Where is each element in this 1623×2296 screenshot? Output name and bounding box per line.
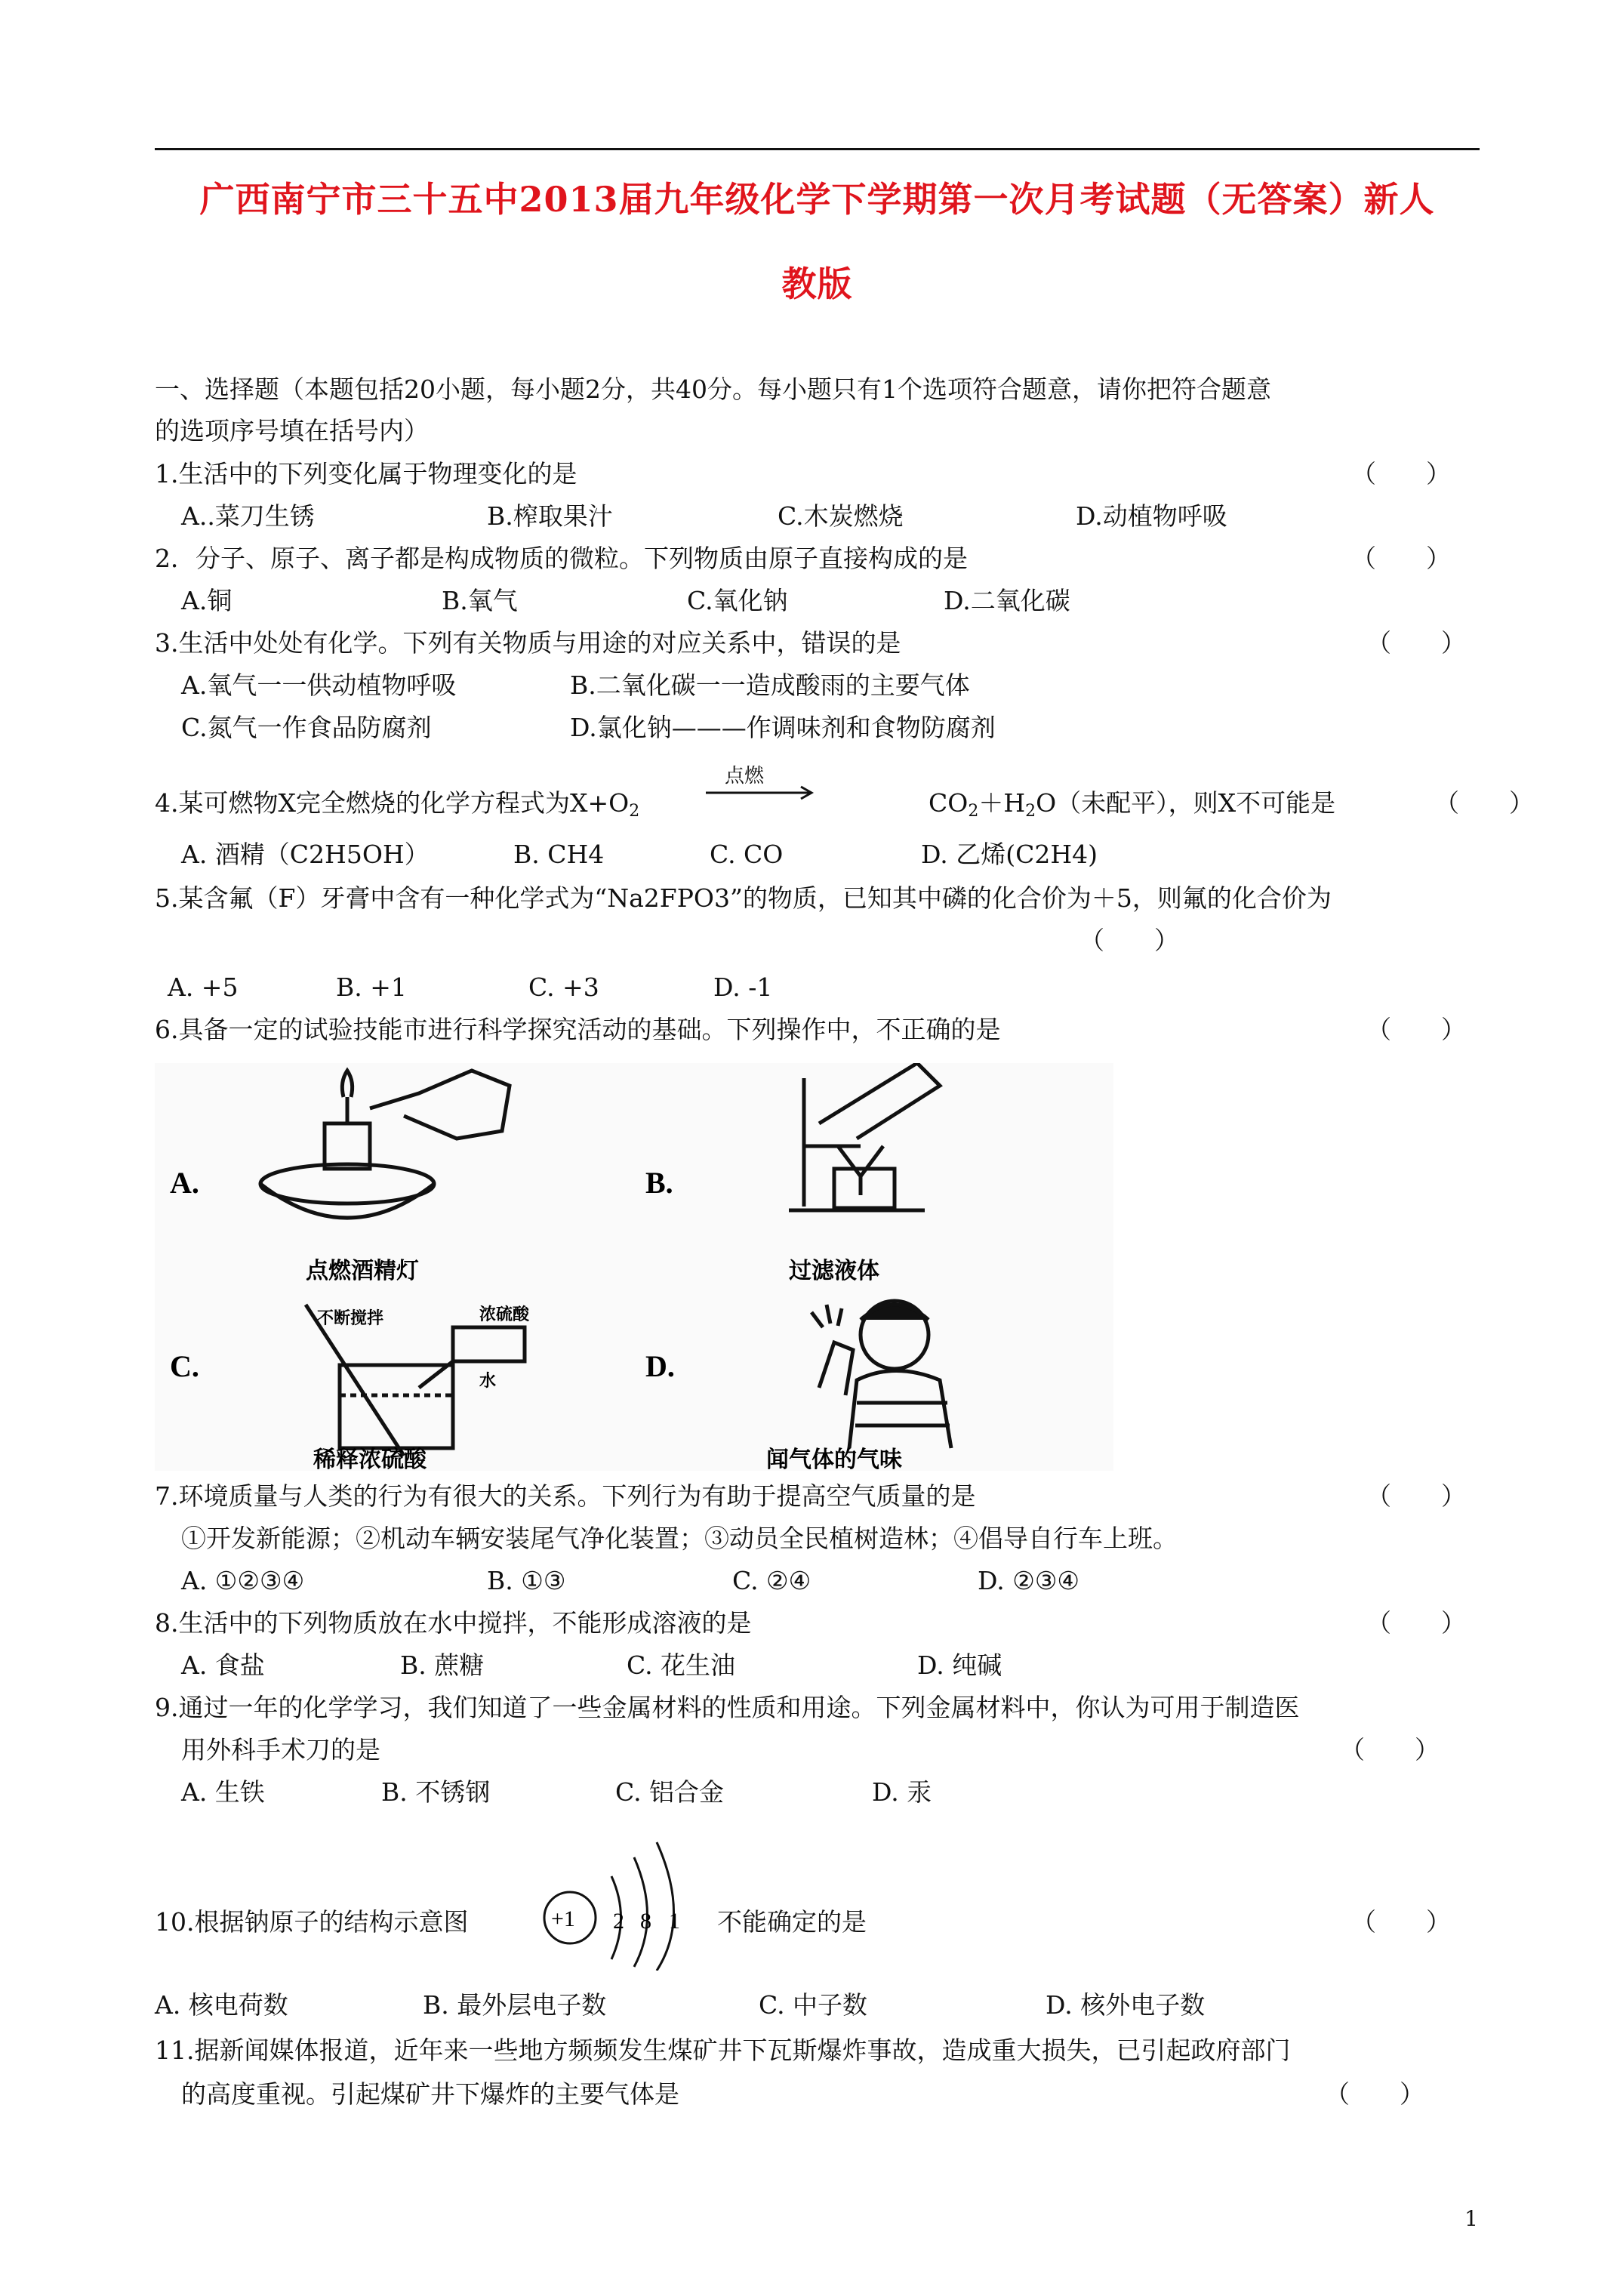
filter-funnel-icon (789, 1063, 940, 1210)
q10-stem-cont: 不能确定的是 (717, 1907, 867, 1937)
reaction-arrow-icon (706, 785, 819, 800)
q9-stem: 9.通过一年的化学学习，我们知道了一些金属材料的性质和用途。下列金属材料中，你认为可用于制造医 (155, 1693, 1300, 1722)
q3-answer-paren: （ ） (1366, 628, 1466, 658)
q2-option-a: A.铜 (181, 586, 233, 615)
q4-option-d: D. 乙烯(C2H4) (921, 840, 1098, 869)
atom-shell-1: 2 (613, 1909, 624, 1934)
atom-nucleus-charge: +1 (551, 1906, 575, 1931)
q7-option-a: A. ①②③④ (181, 1566, 305, 1595)
person-smelling-icon (812, 1301, 951, 1448)
fig-a-letter: A. (170, 1166, 199, 1200)
header-rule (155, 148, 1480, 150)
fig-c-label-stir: 不断搅拌 (317, 1309, 384, 1328)
q2-option-b: B.氧气 (442, 586, 518, 615)
q4-stem-part1: 4.某可燃物X完全燃烧的化学方程式为X+O (155, 788, 630, 818)
alcohol-lamp-icon (260, 1071, 510, 1218)
q1-stem: 1.生活中的下列变化属于物理变化的是 (155, 459, 577, 488)
q7-statements: ①开发新能源；②机动车辆安装尾气净化装置；③动员全民植树造林；④倡导自行车上班。 (181, 1524, 1178, 1553)
q7-answer-paren: （ ） (1366, 1481, 1466, 1511)
q8-stem: 8.生活中的下列物质放在水中搅拌，不能形成溶液的是 (155, 1608, 752, 1638)
q4-stem: 4.某可燃物X完全燃烧的化学方程式为$X+O_2$ (155, 788, 640, 821)
q11-answer-paren: （ ） (1325, 2079, 1424, 2109)
page-number: 1 (1464, 2206, 1478, 2231)
doc-title-line1: 广西南宁市三十五中2013届九年级化学下学期第一次月考试题（无答案）新人 (199, 179, 1435, 220)
q10-option-c: C. 中子数 (759, 1990, 868, 2020)
q6-answer-paren: （ ） (1366, 1015, 1466, 1044)
q4-co2: CO (929, 788, 969, 818)
q9-option-b: B. 不锈钢 (381, 1777, 491, 1807)
q2-stem: 2．分子、原子、离子都是构成物质的微粒。下列物质由原子直接构成的是 (155, 544, 968, 573)
q3-option-a: A.氧气一一供动植物呼吸 (181, 670, 457, 700)
section-header: 一、选择题（本题包括20小题，每小题2分，共40分。每小题只有1个选项符合题意，请你把符合题意 (155, 374, 1271, 404)
fig-c-caption: 稀释浓硫酸 (313, 1447, 427, 1471)
q1-answer-paren: （ ） (1351, 459, 1451, 488)
q6-stem: 6.具备一定的试验技能市进行科学探究活动的基础。下列操作中，不正确的是 (155, 1015, 1001, 1044)
fig-b-caption: 过滤液体 (789, 1258, 879, 1284)
q8-option-b: B. 蔗糖 (400, 1650, 485, 1680)
q3-stem: 3.生活中处处有化学。下列有关物质与用途的对应关系中，错误的是 (155, 628, 901, 658)
q8-answer-paren: （ ） (1366, 1608, 1466, 1638)
q1-option-d: D.动植物呼吸 (1076, 501, 1227, 531)
q5-stem: 5.某含氟（F）牙膏中含有一种化学式为“Na2FPO3”的物质，已知其中磷的化合价为＋5，则氟的化合价为 (155, 883, 1332, 913)
q4-product: $CO_2+H_2O$（未配平），则X不可能是 (929, 788, 1336, 821)
q4-tail: O（未配平），则X不可能是 (1036, 788, 1336, 818)
q9-stem-cont: 用外科手术刀的是 (181, 1735, 380, 1764)
q1-option-b: B.榨取果汁 (487, 501, 613, 531)
q4-option-c: C. CO (710, 840, 784, 869)
q4-answer-paren: （ ） (1434, 788, 1534, 818)
q2-option-d: D.二氧化碳 (944, 586, 1070, 615)
q9-option-d: D. 汞 (872, 1777, 932, 1807)
q4-option-a: A. 酒精（C2H5OH） (181, 840, 430, 869)
fig-d-letter: D. (645, 1349, 675, 1383)
q7-stem: 7.环境质量与人类的行为有很大的关系。下列行为有助于提高空气质量的是 (155, 1481, 976, 1511)
q3-option-d: D.氯化钠———作调味剂和食物防腐剂 (570, 713, 996, 742)
q2-option-c: C.氧化钠 (687, 586, 788, 615)
q10-stem: 10.根据钠原子的结构示意图 (155, 1907, 469, 1937)
q10-answer-paren: （ ） (1351, 1907, 1451, 1937)
q1-option-c: C.木炭燃烧 (778, 501, 904, 531)
q4-option-b: B. CH4 (513, 840, 605, 869)
fig-b-letter: B. (645, 1166, 673, 1200)
fig-c-letter: C. (170, 1349, 199, 1383)
fig-d-caption: 闻气体的气味 (766, 1447, 902, 1471)
atom-shell-3: 1 (669, 1909, 680, 1934)
fig-c-label-water: 水 (479, 1372, 497, 1391)
q5-option-a: A. +5 (168, 972, 239, 1002)
q5-option-d: D. -1 (713, 972, 773, 1002)
q8-option-c: C. 花生油 (627, 1650, 736, 1680)
q11-stem: 11.据新闻媒体报道，近年来一些地方频频发生煤矿井下瓦斯爆炸事故，造成重大损失，已引起政府部门 (155, 2036, 1291, 2065)
doc-title-line2: 教版 (781, 264, 853, 304)
q5-option-b: B. +1 (336, 972, 407, 1002)
lab-operations-figure (155, 1063, 1113, 1471)
section-header-cont: 的选项序号填在括号内） (155, 416, 429, 445)
fig-c-label-acid: 浓硫酸 (479, 1305, 530, 1324)
fig-a-caption: 点燃酒精灯 (306, 1258, 419, 1284)
q3-option-c: C.氮气一作食品防腐剂 (181, 713, 432, 742)
q4-reaction-condition: 点燃 (725, 765, 765, 787)
q9-option-c: C. 铝合金 (615, 1777, 725, 1807)
q9-option-a: A. 生铁 (181, 1777, 265, 1807)
q5-option-c: C. +3 (528, 972, 599, 1002)
q11-stem-cont: 的高度重视。引起煤矿井下爆炸的主要气体是 (181, 2079, 679, 2109)
q7-option-c: C. ②④ (732, 1566, 812, 1595)
q5-answer-paren: （ ） (1079, 926, 1179, 955)
q8-option-d: D. 纯碱 (917, 1650, 1002, 1680)
q3-option-b: B.二氧化碳一一造成酸雨的主要气体 (570, 670, 970, 700)
q1-option-a: A..菜刀生锈 (181, 501, 315, 531)
q2-answer-paren: （ ） (1351, 544, 1451, 573)
q9-answer-paren: （ ） (1340, 1735, 1440, 1764)
sodium-atom-diagram-icon (536, 1835, 710, 1971)
q10-option-b: B. 最外层电子数 (423, 1990, 607, 2020)
q7-option-d: D. ②③④ (978, 1566, 1080, 1595)
q10-option-d: D. 核外电子数 (1046, 1990, 1206, 2020)
atom-shell-2: 8 (640, 1909, 651, 1934)
q7-option-b: B. ①③ (487, 1566, 566, 1595)
q4-h2: ＋H (978, 788, 1026, 818)
q8-option-a: A. 食盐 (181, 1650, 265, 1680)
q10-option-a: A. 核电荷数 (155, 1990, 288, 2020)
